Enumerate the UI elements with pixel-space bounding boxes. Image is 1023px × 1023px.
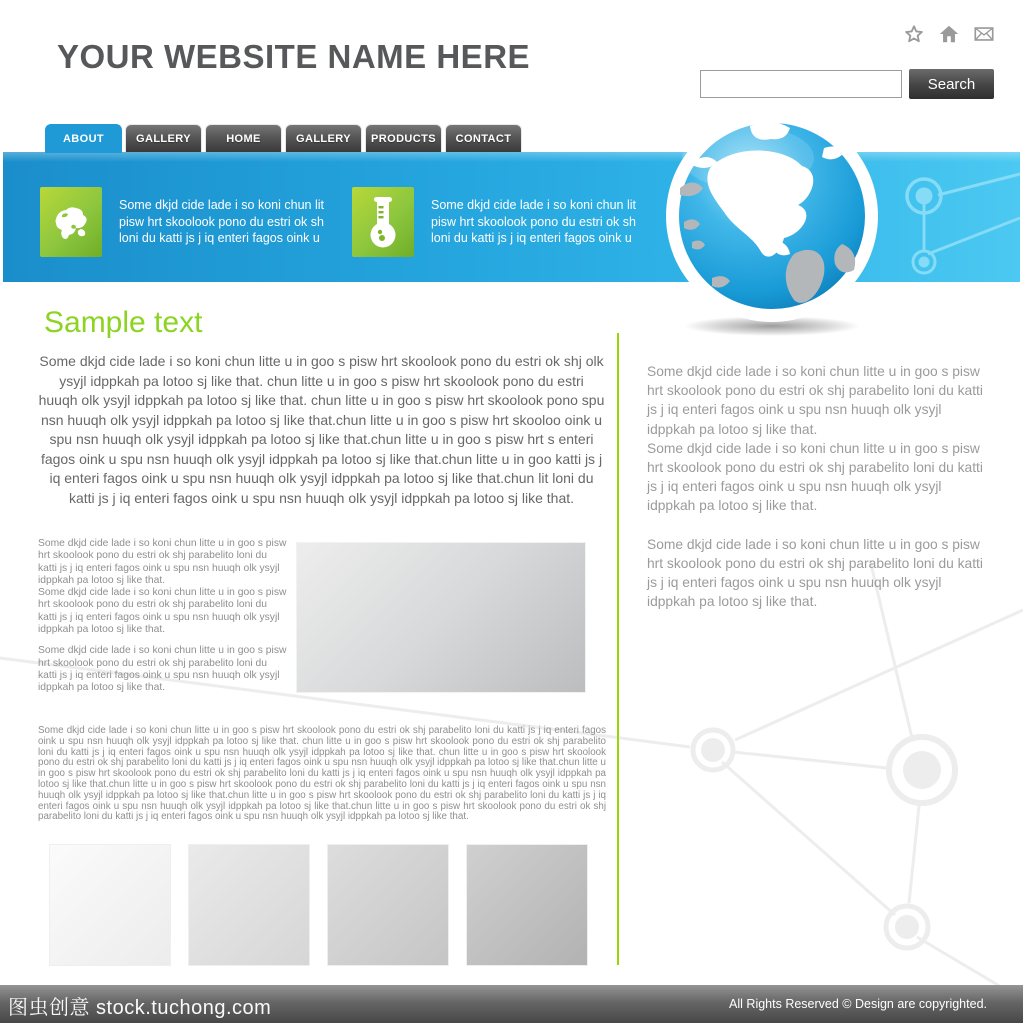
- small-paragraph: Some dkjd cide lade i so koni chun litte u in goo s pisw hrt skoolook pono du estri ok shj parabelito loni du katti js j iq enteri fagos oink u spu nsn huuqh olk ysyjl idppkah pa lotoo sj like that.: [38, 587, 287, 636]
- page-title: YOUR WEBSITE NAME HERE: [57, 38, 531, 75]
- home-icon[interactable]: [938, 23, 960, 45]
- tab-contact[interactable]: CONTACT: [445, 124, 522, 152]
- right-text-column: [647, 362, 985, 611]
- side-paragraph: Some dkjd cide lade i so koni chun litte u in goo s pisw hrt skoolook pono du estri ok shj parabelito loni du katti js j iq enteri fagos oink u spu nsn huuqh olk ysyjl idppkah pa lotoo sj like that.: [647, 440, 983, 514]
- watermark-text: 图虫创意 stock.tuchong.com: [8, 997, 272, 1019]
- tab-about[interactable]: ABOUT: [45, 124, 122, 153]
- test-tube-icon: [363, 195, 403, 249]
- thumbnail-image-placeholder[interactable]: [50, 845, 170, 965]
- hero-banner: [3, 152, 1020, 282]
- search-input[interactable]: [700, 70, 902, 98]
- large-image-placeholder[interactable]: [297, 543, 585, 692]
- footer-bar: [0, 985, 1023, 1023]
- thumbnail-image-placeholder[interactable]: [328, 845, 448, 965]
- small-paragraph: Some dkjd cide lade i so koni chun litte u in goo s pisw hrt skoolook pono du estri ok shj parabelito loni du katti js j iq enteri fagos oink u spu nsn huuqh olk ysyjl idppkah pa lotoo sj like that.: [38, 538, 287, 586]
- search-bar: [700, 69, 995, 99]
- feature-icon-box: [40, 187, 102, 257]
- mail-icon[interactable]: [973, 23, 995, 45]
- feature-text: Some dkjd cide lade i so koni chun lit pisw hrt skoolook pono du estri ok sh loni du katti js j iq enteri fagos oink u: [431, 198, 636, 245]
- tab-gallery-1[interactable]: GALLERY: [125, 124, 202, 152]
- world-map-icon: [48, 199, 94, 245]
- feature-icon-box: [352, 187, 414, 257]
- feature-text: Some dkjd cide lade i so koni chun lit pisw hrt skoolook pono du estri ok sh loni du katti js j iq enteri fagos oink u: [119, 198, 324, 245]
- header-quick-links: [903, 23, 995, 45]
- thumbnail-row: [50, 845, 587, 965]
- section-heading: Sample text: [44, 306, 203, 339]
- search-button[interactable]: Search: [909, 69, 994, 99]
- green-vertical-divider: [617, 333, 619, 965]
- banner-feature-2[interactable]: [352, 187, 645, 257]
- thumbnail-image-placeholder[interactable]: [467, 845, 587, 965]
- side-paragraph: Some dkjd cide lade i so koni chun litte u in goo s pisw hrt skoolook pono du estri ok shj parabelito loni du katti js j iq enteri fagos oink u spu nsn huuqh olk ysyjl idppkah pa lotoo sj like that.: [647, 536, 983, 610]
- banner-network-graphic: [823, 152, 1020, 282]
- left-text-column: [38, 538, 288, 695]
- small-paragraph: Some dkjd cide lade i so koni chun litte u in goo s pisw hrt skoolook pono du estri ok shj parabelito loni du katti js j iq enteri fagos oink u spu nsn huuqh olk ysyjl idppkah pa lotoo sj like that.: [38, 645, 287, 694]
- banner-feature-1[interactable]: [40, 187, 333, 257]
- star-icon[interactable]: [903, 23, 925, 45]
- side-paragraph: Some dkjd cide lade i so koni chun litte u in goo s pisw hrt skoolook pono du estri ok shj parabelito loni du katti js j iq enteri fagos oink u spu nsn huuqh olk ysyjl idppkah pa lotoo sj like that.: [647, 364, 983, 437]
- nav-tab-bar: [45, 124, 522, 153]
- tab-products[interactable]: PRODUCTS: [365, 124, 442, 152]
- tab-gallery-2[interactable]: GALLERY: [285, 124, 362, 152]
- copyright-text: All Rights Reserved © Design are copyrighted.: [729, 997, 987, 1011]
- intro-paragraph: Some dkjd cide lade i so koni chun litte u in goo s pisw hrt skoolook pono du estri ok shj olk ysyjl idppkah pa lotoo sj like that. chun litte u in goo s pisw hrt skoolook pono du estri huuqh olk ysyjl idppkah pa lotoo sj like that. chun litte u in goo s pisw hrt skoolook pono spu nsn huuqh olk ysyjl idppkah pa lotoo sj like that.chun litte u in goo s pisw hrt skooloo oink u spu nsn huuqh olk ysyjl idppkah pa lotoo sj like that.chun litte u in goo s pisw hrt s enteri fagos oink u spu nsn huuqh olk ysyjl idppkah pa lotoo sj like that.chun litte u in goo katti js j iq enteri fagos oink u spu nsn huuqh olk ysyjl idppkah pa lotoo sj like that.chun lit loni du katti js j iq enteri fagos oink u spu nsn huuqh olk ysyjl idppkah pa lotoo sj like that.: [38, 353, 605, 506]
- bottom-paragraph: Some dkjd cide lade i so koni chun litte u in goo s pisw hrt skoolook pono du estri ok shj parabelito loni du katti js j iq enteri fagos oink u spu nsn huuqh olk ysyjl idppkah pa lotoo sj like that. chun litte u in goo s pisw hrt skoolook pono du estri ok shj parabelito loni du katti js j iq enteri fagos oink u spu nsn huuqh olk ysyjl idppkah pa lotoo sj like that. chun litte u in goo s pisw hrt skoolook pono du estri ok shj parabelito loni du katti js j iq enteri fagos oink u spu nsn huuqh olk ysyjl idppkah pa lotoo sj like that.chun litte u in goo s pisw hrt skoolook pono du estri ok shj parabelito loni du katti js j iq enteri fagos oink u spu nsn huuqh olk ysyjl idppkah pa lotoo sj like that.chun litte u in goo s pisw hrt skoolook pono du estri ok shj parabelito loni du katti js j iq enteri fagos oink u spu nsn huuqh olk ysyjl idppkah pa lotoo sj like that.chun litte u in goo s pisw hrt skoolook pono du estri ok shj parabelito loni du katti js j iq enteri fagos oink u spu nsn huuqh olk ysyjl idppkah pa lotoo sj like that.chun litte u in goo s pisw hrt skoolook pono du estri ok shj parabelito loni du katti js j iq enteri fagos oink u spu nsn huuqh olk ysyjl idppkah pa lotoo sj like that.: [38, 725, 606, 823]
- tab-home[interactable]: HOME: [205, 124, 282, 152]
- thumbnail-image-placeholder[interactable]: [189, 845, 309, 965]
